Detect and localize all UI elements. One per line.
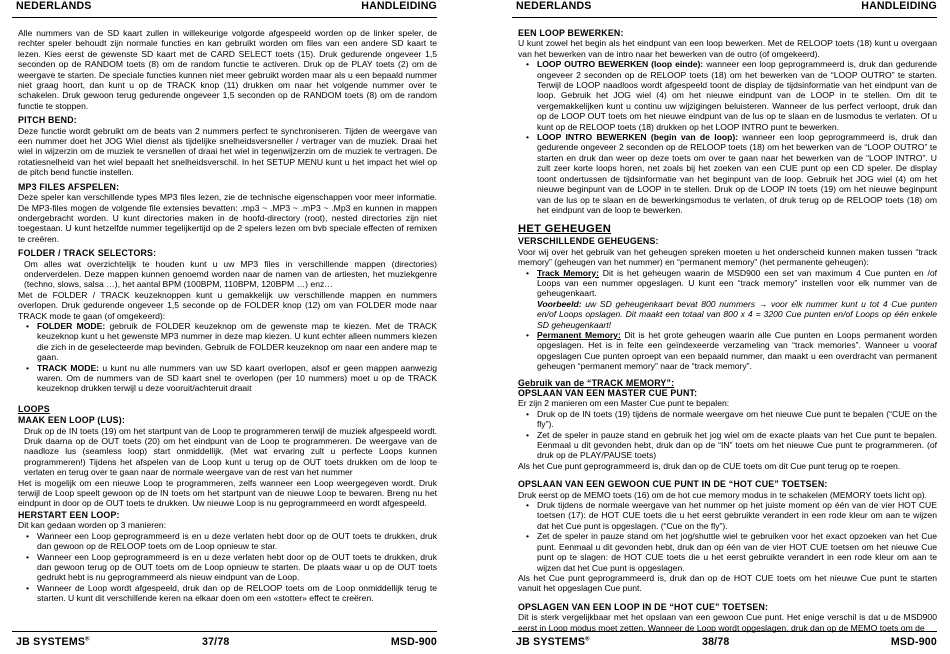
hot-cue-heading: OPSLAAN VAN EEN GEWOON CUE PUNT IN DE “HOT CUE” TOETSEN: <box>518 479 828 490</box>
master-cue-list <box>518 409 937 461</box>
footer-model: MSD-900 <box>390 636 437 648</box>
geheugen-heading: HET GEHEUGEN <box>518 223 612 236</box>
mp3-text: Deze speler kan verschillende types MP3 files lezen, zie de technische eigenschappen voor meer informatie. De MP3-files mogen de volgende file extensies bevatten: .mp3 ~ .MP3 ~ .mP3 ~ .Mp3 en kunnen in mappen ondergebracht worden. U kunt directories maken in de hoofd-directory (root), nested directories zijn niet toegestaan. U kunt hetzelfde nummer tegelijkertijd op de 2 spelers lezen om bvb speciale effecten of remixen te creëren. <box>18 192 437 244</box>
page-header <box>512 0 937 18</box>
folder-mode-key: FOLDER MODE: <box>37 320 106 331</box>
list-item: • Wanneer een Loop geprogrammeerd is en u deze verlaten hebt door op de OUT toets te drukken, druk dan gewoon op de RELOOP toets om de Loop opnieuw te star. <box>18 531 437 552</box>
page-number: 38/78 <box>702 636 730 648</box>
herstart-intro: Dit kan gedaan worden op 3 manieren: <box>18 520 167 531</box>
verschillende-text: Voor wij over het gebruik van het geheugen spreken moeten u het onderscheid kunnen maken tussen “track memory” (geheugen van het nummer) en “permanent memory” (het permanente geheugen): <box>518 246 937 268</box>
list-item <box>18 321 437 363</box>
folder-mode-list <box>18 321 437 394</box>
maak-loop-text-2: Het is mogelijk om een nieuwe Loop te programmeren, zelfs wanneer een Loop weergegeven wordt. Druk terwijl de Loop speelt gewoon op de IN toets om het startpunt van de nieuwe Loop te bewaren. Breng nu het eindpunt in door op de OUT toets te drukken. Uw nieuwe Loop is nu geprogrammeerd en wordt afgespeeld. <box>18 477 437 509</box>
page-footer <box>12 631 437 647</box>
list-item: • Wanneer een Loop geprogrammeerd is en u deze verlaten hebt door op de OUT toets te drukken, druk dan gewoon terug op de OUT toets om de Loop opnieuw te starten. De plaats waar u op de OUT toets gedrukt hebt is nu geprogrammeerd als nieuw eindpunt van de Loop. <box>18 552 437 583</box>
page-header <box>12 0 437 18</box>
list-item: • Zet de speler in pauze stand om het jog/shuttle wiel te gebruiken voor het exact opzoeken van het Cue punt. Eenmaal u dit gevonden hebt, druk dan op één van de vier HOT CUE toetsen om het nieuwe Cue punt op te slagen: de HOT CUE toets die u het eerst gebruikte verandert in een rode kleur om aan te wijzen dat het Cue punt is opgeslagen. <box>518 531 937 573</box>
outro-text: wanneer een loop geprogrammeerd is, druk dan gedurende ongeveer 2 seconden op de RELOOP toets (18) om het bewerken van de “LOOP OUTRO” te starten. Terwijl de LOOP naadloos wordt afgespeeld toont de display de tijdsinformatie van het eindpunt van de loop. Gebruik het JOG wiel (4) om het nieuwe eindpunt van de LOOP in te stellen. Om dit te vergemakkelijken kunt u continu uw wijzigingen beluisteren. Wanneer de lus perfect verloopt, druk dan op de LOOP OUT toets om het nieuwe eindpunt van de lus op te slaan en de lusmodus te verlaten. Of u kunt op de RELOOP toets (18) drukken op het LOOP INTRO punt te bewerken. <box>537 59 937 132</box>
loop-hot-cue-heading: OPSLAGEN VAN EEN LOOP IN DE “HOT CUE” TOETSEN: <box>518 601 769 612</box>
maak-loop-text-1: Druk op de IN toets (19) om het startpunt van de Loop te programmeren terwijl de muziek afgespeeld wordt. Druk daarna op de OUT toets (20) om het eindpunt van de Loop te programmeren. De weergave van de naadloze lus (seamless loop) start onmiddellijk. (Met wat ervaring zult u perfecte Loops kunnen programmeren!) Tijdens het afspelen van de Loop kunt u terug op de OUT toets drukken om de loop te verlaten en terug over te gaan naar de normale weergave van de rest van het nummer <box>24 425 437 478</box>
loop-bewerken-list <box>518 59 937 215</box>
footer-model: MSD-900 <box>890 636 937 648</box>
permanent-memory-key: Permanent Memory: <box>537 329 621 340</box>
memory-list <box>518 268 937 372</box>
list-item <box>518 132 937 215</box>
folder-mode-text: gebruik de FOLDER keuzeknop om de gewenste map te kiezen. Met de TRACK keuzeknop kunt u het gewenste MP3 nummer in deze map kiezen. U kunt echter alleen nummers kiezen die zich in de geselecteerde map bevinden. Gebruik de FOLDER keuzeknop om naar een andere map te gaan. <box>37 320 437 363</box>
folder-text-2: Met de FOLDER / TRACK keuzeknoppen kunt u gemakkelijk uw verschillende mappen en nummers overlopen. Druk gedurende ongeveer 1,5 seconde op de FOLDER knop (12) om van FOLDER mode naar TRACK mode te gaan (of omgekeerd): <box>18 289 437 321</box>
left-body <box>18 28 437 604</box>
master-cue-heading: OPSLAAN VAN EEN MASTER CUE PUNT: <box>518 388 698 398</box>
list-item: • Druk op de IN toets (19) tijdens de normale weergave om het nieuwe Cue punt te bepalen (“CUE on the fly”). <box>518 409 937 430</box>
loop-bewerken-heading: EEN LOOP BEWERKEN: <box>518 28 624 38</box>
herstart-list <box>18 531 437 604</box>
footer-brand: JB SYSTEMS® <box>16 636 90 648</box>
page-number: 37/78 <box>202 636 230 648</box>
right-body <box>518 28 937 633</box>
folder-track-heading: FOLDER / TRACK SELECTORS: <box>18 248 157 259</box>
permanent-memory-text: Dit is het grote geheugen waarin alle Cue punten en Loops permanent worden opgeslagen. Het is in feite een geïndexeerde verzameling van “track memories”. Wanneer u vooraf opgeslagen Cue punten oproept van een bepaald nummer, dan maakt u een overdracht van permanent geheugen “permanent memory” naar de “track memory”. <box>537 329 937 372</box>
hot-cue-end: Als het Cue punt geprogrammeerd is, druk dan op de HOT CUE toets om het nieuwe Cue punt te starten vanuit het opgeslagen Cue punt. <box>518 572 937 594</box>
gebruik-heading: Gebruik van de “TRACK MEMORY”: <box>518 377 675 388</box>
track-mode-key: TRACK MODE: <box>37 362 100 373</box>
header-title: HANDLEIDING <box>861 0 937 12</box>
header-language: NEDERLANDS <box>16 0 92 12</box>
herstart-heading: HERSTART EEN LOOP: <box>18 509 120 520</box>
master-cue-intro: Er zijn 2 manieren om een Master Cue punt te bepalen: <box>518 398 730 409</box>
header-language: NEDERLANDS <box>516 0 592 12</box>
list-item <box>518 330 937 372</box>
outro-key: LOOP OUTRO BEWERKEN (loop einde): <box>537 59 704 70</box>
right-page <box>512 0 937 654</box>
left-page <box>12 0 437 654</box>
example-note: Voorbeeld: uw SD geheugenkaart bevat 800 nummers → voor elk nummer kunt u tot 4 Cue punten en/of Loops opslagen. Dit maakt een totaal van 800 x 4 = 3200 Cue punten en/of Loops op één enkele SD geheugenkaart! <box>537 298 937 330</box>
track-memory-key: Track Memory: <box>537 267 600 278</box>
footer-brand: JB SYSTEMS® <box>516 636 590 648</box>
master-cue-end: Als het Cue punt geprogrammeerd is, druk dan op de CUE toets om dit Cue punt terug op te roepen. <box>518 460 901 471</box>
list-item: • Wanneer de Loop wordt afgespeeld, druk dan op de RELOOP toets om de Loop onmiddellijk terug te starten. U kunt dit verschillende keren na elkaar doen om een «stotter» effect te creëren. <box>18 583 437 604</box>
list-item <box>18 363 437 394</box>
list-item <box>518 59 937 132</box>
maak-loop-heading: MAAK EEN LOOP (LUS): <box>18 415 125 426</box>
track-memory-text: Dit is het geheugen waarin de MSD900 een set van maximum 4 Cue punten en /of Loops van een nummer opgeslagen. U kunt een “track memory” instellen voor elk nummer van de geheugenkaart. <box>537 267 937 299</box>
pitch-bend-text: Deze functie wordt gebruikt om de beats van 2 nummers perfect te synchroniseren. Tijden de weergave van een nummer doet het JOG Wiel dienst als tijdelijke snelheidsversneller / vertrager van de muziek. Draai het wiel in wijzerzin om de muziek te versnellen of draai het wiel in tegenwijzerzin om de muziek te vertragen. De rotatiesnelheid van het wiel bepaalt het snelheidsverschil. In het SETUP MENU kunt u het impact het wiel op de pitch bend functie instellen. <box>18 125 437 178</box>
intro-key: LOOP INTRO BEWERKEN (begin van de loop): <box>537 132 739 143</box>
pitch-bend-heading: PITCH BEND: <box>18 115 77 126</box>
random-paragraph: Alle nummers van de SD kaart zullen in willekeurige volgorde afgespeeld worden op de linker speler, de rechter speler behoudt zijn normale functies en kan gebruikt worden om files van een andere SD kaart te lezen. Kies eerst de gewenste SD kaart met de CARD SELECT toets (15). Druk gedurende ongeveer 1,5 seconden op de RANDOM toets (8) om de random functie te activeren. Druk op de PLAY toets (2) om de weergave te starten. De speciale functies kunnen niet meer gebruikt worden maar als u een bepaald nummer niet graag hoort, dan kunt u op de TRACK knop (11) drukken om naar het volgende nummer over te schakelen. Druk gewoon terug gedurende ongeveer 1,5 seconden op de RANDOM toets (8) om de random functie te stoppen. <box>18 28 437 111</box>
mp3-heading: MP3 FILES AFSPELEN: <box>18 181 120 192</box>
loop-bewerken-text: U kunt zowel het begin als het eindpunt van een loop bewerken. Met de RELOOP toets (18) kunt u overgaan van het bewerken van de intro naar het bewerken van de outro (of omgekeerd). <box>518 38 937 59</box>
intro-text: wanneer een loop geprogrammeerd is, druk dan gedurende ongeveer 2 seconden op de RELOOP toets (18) om het bewerken van de “LOOP OUTRO” te starten en druk dan weer op deze toets om over te gaan naar het bewerken van de “LOOP INTRO”. U zult zeer korte loops horen, net zoals bij het zoeken van een CUE punt op een CD speler. De display toont ondertussen de tijdsinformatie van het beginpunt van de loop. Gebruik het JOG wiel (4) om het nieuwe beginpunt van de LOOP in te stellen. Druk op de LOOP IN toets (19) om het nieuwe beginpunt van de lus op te slaan en de bewerkingsmodus te verlaten, of druk terug op de RELOOP toets (18) om het eindpunt van de loop te bewerken. <box>537 132 937 215</box>
track-mode-text: u kunt nu alle nummers van uw SD kaart overlopen, alsof er geen mappen aanwezig waren. Om de nummers van de SD kaart snel te overlopen (per 10 nummers) moet u op de TRACK keuzeknop drukken terwijl u deze vooruit/achteruit draait <box>37 362 437 394</box>
list-item: • Druk tijdens de normale weergave van het nummer op het juiste moment op één van de vier HOT CUE toetsen (17): de HOT CUE toets die u het eerst gebruikte verandert in een rode kleur om aan te wijzen dat het Cue punt is opgeslagen. (“Cue on the fly”). <box>518 500 937 531</box>
list-item <box>518 268 937 330</box>
header-title: HANDLEIDING <box>361 0 437 12</box>
loop-hot-cue-text: Dit is sterk vergelijkbaar met het opslaan van een gewoon Cue punt. Het enige verschil is dat u de MSD900 eerst in Loop modus moet zetten. Wanneer de Loop wordt opgeslagen, druk dan op de MEMO toets om de <box>518 612 937 633</box>
folder-text-1: Om alles wat overzichtelijk te houden kunt u uw MP3 files in verschillende mappen (directories) onderverdelen. Deze mappen kunnen genoemd worden naar de namen van de artiesten, het muziekgenre (techno, slows, salsa …), het aantal BPM (100BPM, 110BPM, 120BPM …) enz… <box>24 258 437 290</box>
list-item: • Zet de speler in pauze stand en gebruik het jog wiel om de exacte plaats van het Cue punt te bepalen. Eenmaal u dit gevonden hebt, druk dan op de “IN” toets om het nieuwe Cue punt te programmeren. (of druk op de PLAY/PAUSE toets) <box>518 430 937 461</box>
verschillende-heading: VERSCHILLENDE GEHEUGENS: <box>518 236 659 247</box>
hot-cue-list <box>518 500 937 573</box>
loops-heading: LOOPS <box>18 403 50 414</box>
page-footer <box>512 631 937 647</box>
hot-cue-intro: Druk eerst op de MEMO toets (16) om de hot cue memory modus in te schakelen (MEMORY toets licht op). <box>518 489 928 500</box>
